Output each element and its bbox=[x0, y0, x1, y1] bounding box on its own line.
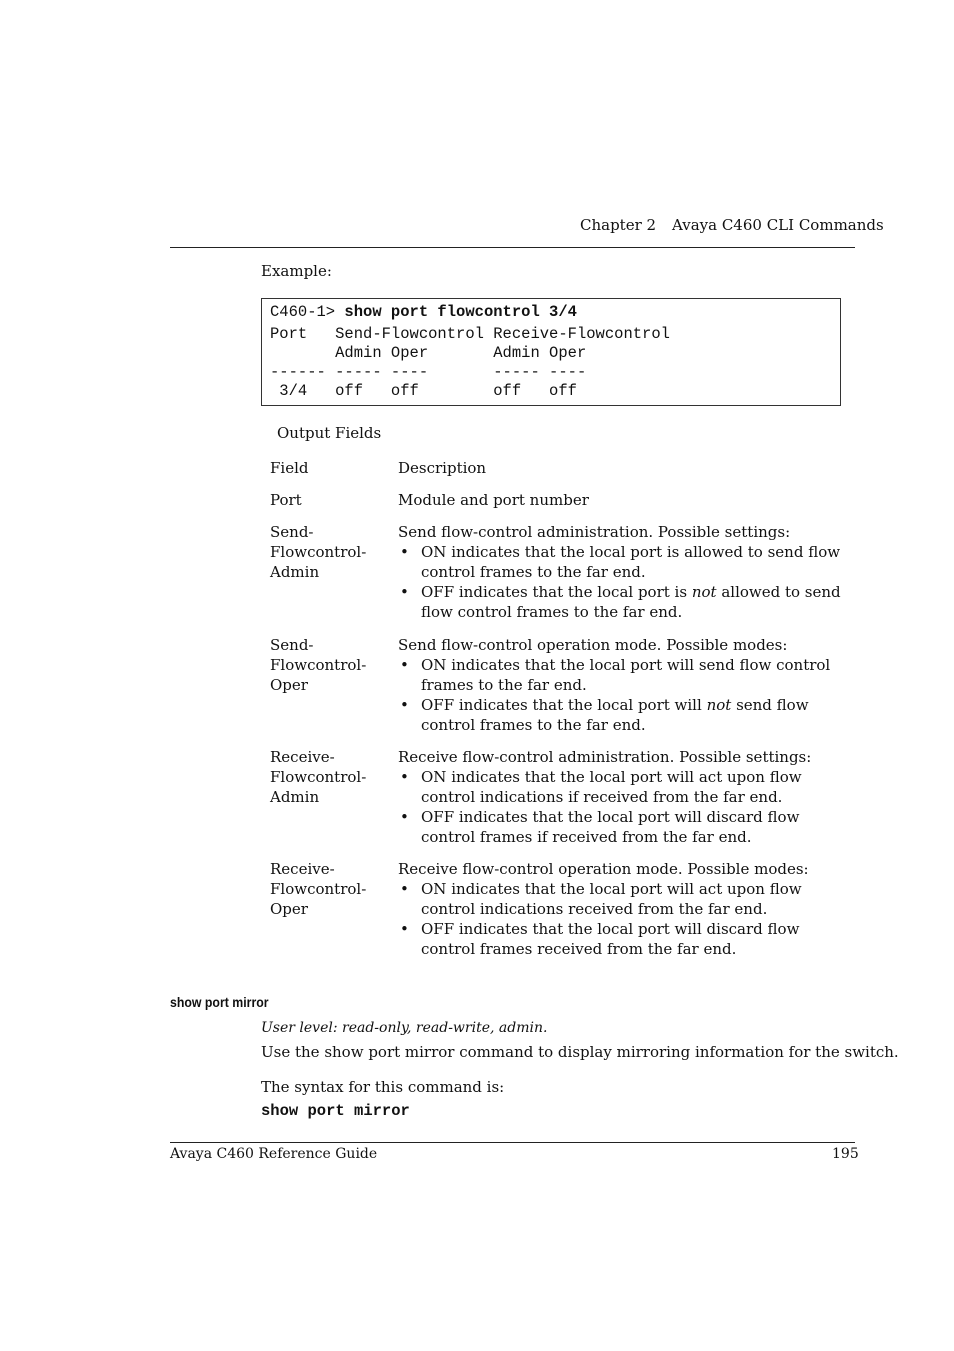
field-name-line: Flowcontrol- bbox=[270, 656, 367, 674]
bullet-text: ON indicates that the local port will act upon flow control indications if received from the far end. bbox=[421, 768, 802, 806]
field-name: Port bbox=[270, 491, 302, 509]
field-name-line: Oper bbox=[270, 676, 308, 694]
syntax-intro: The syntax for this command is: bbox=[261, 1078, 505, 1096]
bullet-icon: • bbox=[400, 696, 409, 714]
field-name-line: Receive- bbox=[270, 748, 335, 766]
user-level-note: User level: read-only, read-write, admin. bbox=[261, 1020, 548, 1036]
field-description: Module and port number bbox=[398, 491, 589, 509]
footer-guide-title: Avaya C460 Reference Guide bbox=[170, 1146, 378, 1162]
bullet-list bbox=[398, 879, 858, 959]
field-description bbox=[398, 522, 858, 622]
field-name-line: Admin bbox=[270, 788, 320, 806]
bullet-text: ON indicates that the local port will act upon flow control indications received from the far end. bbox=[421, 880, 802, 918]
description-intro: Receive flow-control operation mode. Possible modes: bbox=[398, 860, 809, 878]
bullet-text: ON indicates that the local port will send flow control frames to the far end. bbox=[421, 656, 831, 694]
field-name-line: Send- bbox=[270, 636, 314, 654]
field-name-line: Flowcontrol- bbox=[270, 880, 367, 898]
list-item bbox=[398, 695, 858, 735]
bullet-icon: • bbox=[400, 583, 409, 601]
code-output-line: Port Send-Flowcontrol Receive-Flowcontrol bbox=[270, 325, 670, 343]
field-name-line: Oper bbox=[270, 900, 308, 918]
page-number: 195 bbox=[832, 1146, 859, 1162]
bullet-text: OFF indicates that the local port will discard flow control frames received from the far end. bbox=[421, 920, 800, 958]
code-output-line: Admin Oper Admin Oper bbox=[270, 344, 587, 362]
bullet-list bbox=[398, 542, 858, 622]
bullet-icon: • bbox=[400, 768, 409, 786]
bullet-emphasis: not bbox=[706, 696, 732, 714]
bullet-list bbox=[398, 767, 858, 847]
bullet-list bbox=[398, 655, 858, 735]
bullet-text: ON indicates that the local port is allowed to send flow control frames to the far end. bbox=[421, 543, 841, 581]
table-header-field: Field bbox=[270, 459, 309, 477]
field-name-line: Send- bbox=[270, 523, 314, 541]
field-name bbox=[270, 635, 390, 695]
header-title: Avaya C460 CLI Commands bbox=[672, 216, 884, 234]
table-header-description: Description bbox=[398, 459, 487, 477]
field-description bbox=[398, 859, 858, 959]
field-name-line: Receive- bbox=[270, 860, 335, 878]
bullet-icon: • bbox=[400, 656, 409, 674]
list-item bbox=[398, 879, 858, 919]
list-item bbox=[398, 655, 858, 695]
description-intro: Send flow-control administration. Possible settings: bbox=[398, 523, 791, 541]
code-command: show port flowcontrol 3/4 bbox=[344, 303, 577, 321]
description-intro: Send flow-control operation mode. Possible modes: bbox=[398, 636, 788, 654]
header-chapter: Chapter 2 bbox=[580, 216, 657, 234]
list-item bbox=[398, 542, 858, 582]
footer-rule bbox=[170, 1142, 855, 1143]
field-description bbox=[398, 747, 858, 847]
bullet-text: OFF indicates that the local port will bbox=[421, 696, 707, 714]
field-name bbox=[270, 859, 390, 919]
code-command-line bbox=[270, 303, 577, 322]
list-item bbox=[398, 767, 858, 807]
header-rule bbox=[170, 247, 855, 248]
syntax-command: show port mirror bbox=[261, 1102, 410, 1120]
bullet-text: OFF indicates that the local port is bbox=[421, 583, 692, 601]
field-name-line: Flowcontrol- bbox=[270, 543, 367, 561]
field-name bbox=[270, 522, 390, 582]
field-description bbox=[398, 635, 858, 735]
field-name-line: Flowcontrol- bbox=[270, 768, 367, 786]
bullet-text: OFF indicates that the local port will discard flow control frames if received from the far end. bbox=[421, 808, 800, 846]
list-item bbox=[398, 582, 858, 622]
code-prompt: C460-1> bbox=[270, 303, 345, 321]
code-example-box bbox=[261, 298, 841, 406]
bullet-icon: • bbox=[400, 920, 409, 938]
bullet-emphasis: not bbox=[691, 583, 717, 601]
command-description: Use the show port mirror command to display mirroring information for the switch. bbox=[261, 1043, 899, 1061]
code-output-line: ------ ----- ---- ----- ---- bbox=[270, 363, 587, 381]
field-name bbox=[270, 747, 390, 807]
field-name-line: Admin bbox=[270, 563, 320, 581]
command-heading: show port mirror bbox=[170, 994, 269, 1010]
bullet-icon: • bbox=[400, 543, 409, 561]
bullet-text: send flow control frames to the far end. bbox=[421, 696, 809, 734]
bullet-icon: • bbox=[400, 880, 409, 898]
list-item bbox=[398, 807, 858, 847]
bullet-icon: • bbox=[400, 808, 409, 826]
list-item bbox=[398, 919, 858, 959]
description-intro: Receive flow-control administration. Possible settings: bbox=[398, 748, 812, 766]
example-label: Example: bbox=[261, 262, 332, 280]
code-output-line: 3/4 off off off off bbox=[270, 382, 577, 400]
bullet-text: allowed to send flow control frames to the far end. bbox=[421, 583, 841, 621]
output-fields-label: Output Fields bbox=[277, 424, 382, 442]
